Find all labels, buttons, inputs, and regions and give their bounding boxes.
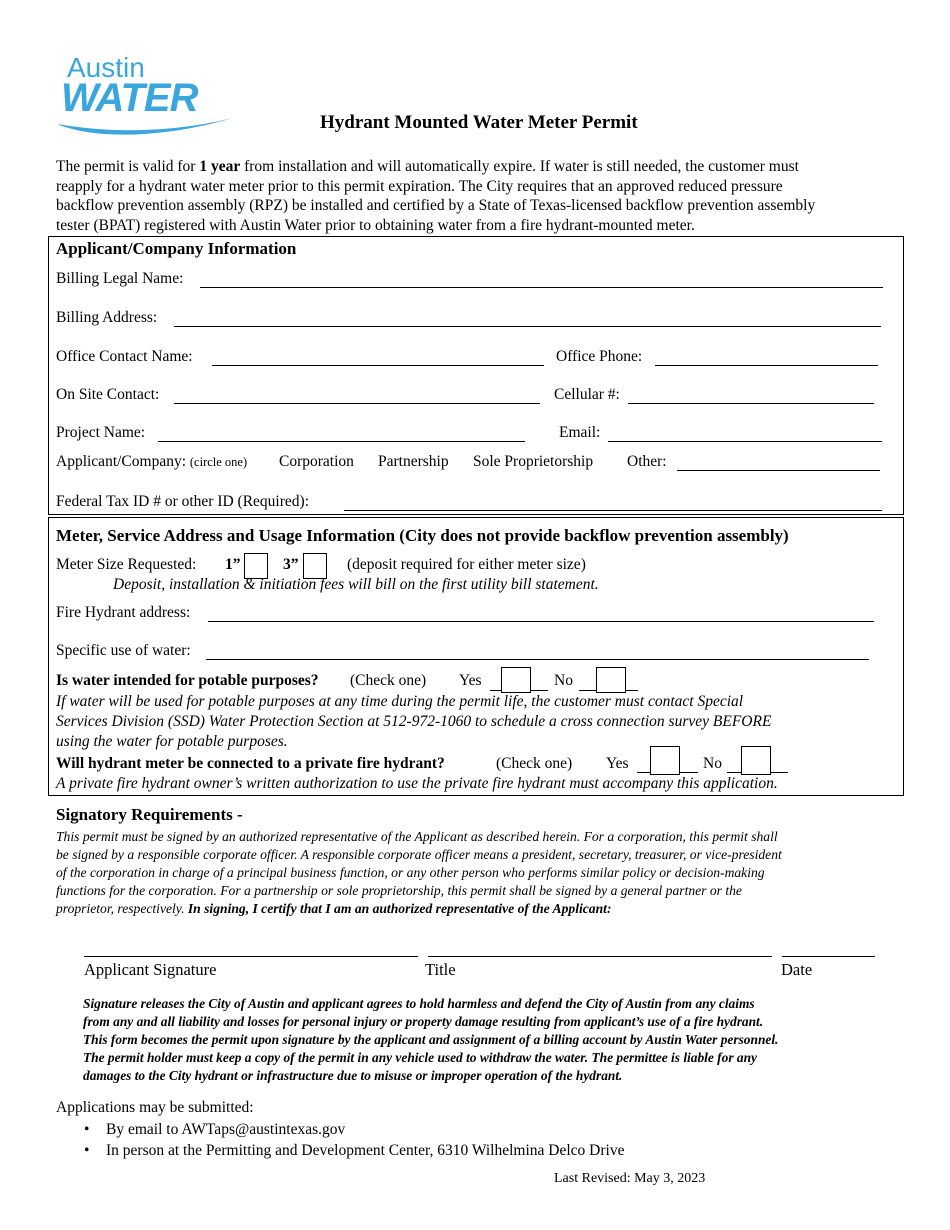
size-1-label: 1” — [225, 556, 241, 573]
signature-line[interactable] — [84, 956, 418, 957]
deposit-note: (deposit required for either meter size) — [347, 556, 586, 573]
signature-label: Applicant Signature — [84, 960, 217, 979]
hydrant-address-field[interactable] — [208, 621, 874, 622]
list-item: • In person at the Permitting and Development Center, 6310 Wilhelmina Delco Drive — [84, 1142, 625, 1159]
email-label: Email: — [559, 424, 601, 441]
private-yes-label: Yes — [606, 755, 629, 772]
billing-address-label: Billing Address: — [56, 309, 158, 326]
date-label: Date — [781, 960, 813, 979]
office-phone-field[interactable] — [655, 365, 878, 366]
submit-heading: Applications may be submitted: — [56, 1099, 254, 1116]
bullet-icon: • — [84, 1121, 90, 1138]
cellular-label: Cellular #: — [554, 386, 620, 403]
type-sole-proprietorship[interactable]: Sole Proprietorship — [473, 453, 594, 470]
tax-id-label: Federal Tax ID # or other ID (Required): — [56, 493, 310, 510]
list-item: • By email to AWTaps@austintexas.gov — [84, 1121, 346, 1138]
logo-swoosh-icon — [55, 110, 235, 136]
office-contact-field[interactable] — [212, 365, 544, 366]
company-type-label: Applicant/Company: — [56, 453, 187, 470]
cellular-field[interactable] — [628, 403, 874, 404]
bullet-icon: • — [84, 1142, 90, 1159]
potable-check-one: (Check one) — [350, 672, 427, 689]
office-phone-label: Office Phone: — [556, 348, 643, 365]
onsite-contact-label: On Site Contact: — [56, 386, 160, 403]
specific-use-field[interactable] — [206, 659, 869, 660]
other-field[interactable] — [677, 470, 880, 471]
circle-one-note: (circle one) — [189, 455, 248, 469]
private-no-label: No — [703, 755, 722, 772]
potable-yes-label: Yes — [459, 672, 482, 689]
page-title: Hydrant Mounted Water Meter Permit — [320, 112, 638, 133]
potable-no-checkbox[interactable] — [596, 667, 626, 693]
hydrant-address-label: Fire Hydrant address: — [56, 604, 191, 621]
potable-no-label: No — [554, 672, 573, 689]
date-line[interactable] — [782, 956, 875, 957]
potable-question: Is water intended for potable purposes? — [56, 672, 319, 689]
meter-heading: Meter, Service Address and Usage Information (City does not provide backflow prevention assembly) — [56, 526, 789, 545]
signatory-text: This permit must be signed by an authorized representative of the Applicant as described herein. For a corporation, this permit shall be signed by a responsible corporate officer. A responsible corporate officer means a president, secretary, treasurer, or vice-president of the corporation in charge of a principal business function, or any other person who performs similar policy or decision-making functions for the corporation. For a partnership or sole proprietorship, this permit shall be signed by a general partner or the proprietor, respectively. In signing, I certify that I am an authorized representative of the Applicant: — [56, 829, 782, 916]
type-other[interactable]: Other: — [627, 453, 667, 470]
submit-list — [84, 1119, 624, 1161]
billing-name-field[interactable] — [200, 287, 883, 288]
tax-id-field[interactable] — [344, 510, 882, 511]
applicant-heading: Applicant/Company Information — [56, 239, 297, 258]
potable-note: If water will be used for potable purposes at any time during the permit life, the customer must contact Special Services Division (SSD) Water Protection Section at 512-972-1060 to schedule a cross connection survey BEFORE using the water for potable purposes. — [56, 693, 772, 750]
signatory-heading: Signatory Requirements - — [56, 805, 243, 824]
email-field[interactable] — [608, 441, 882, 442]
last-revised: Last Revised: May 3, 2023 — [554, 1171, 706, 1186]
onsite-contact-field[interactable] — [174, 403, 540, 404]
title-label: Title — [425, 960, 456, 979]
private-check-one: (Check one) — [496, 755, 573, 772]
size-3-label: 3” — [283, 556, 299, 573]
logo-water-text: WATER — [61, 76, 198, 120]
project-name-field[interactable] — [158, 441, 525, 442]
project-name-label: Project Name: — [56, 424, 146, 441]
billing-name-label: Billing Legal Name: — [56, 270, 184, 287]
private-question: Will hydrant meter be connected to a private fire hydrant? — [56, 755, 445, 772]
intro-paragraph: The permit is valid for 1 year from installation and will automatically expire. If water is still needed, the customer must reapply for a hydrant water meter prior to this permit expiration. The City requires that an approved reduced pressure backflow prevention assembly (RPZ) be installed and certified by a State of Texas-licensed backflow prevention assembly tester (BPAT) registered with Austin Water prior to obtaining water from a fire hydrant-mounted meter. — [56, 158, 816, 234]
private-no-checkbox[interactable] — [741, 746, 771, 775]
austin-water-logo — [55, 52, 240, 137]
private-note: A private fire hydrant owner’s written authorization to use the private fire hydrant must accompany this application. — [56, 775, 778, 792]
title-line[interactable] — [428, 956, 772, 957]
fees-note: Deposit, installation & initiation fees will bill on the first utility bill statement. — [113, 576, 599, 593]
type-partnership[interactable]: Partnership — [378, 453, 449, 470]
potable-yes-checkbox[interactable] — [501, 667, 531, 693]
logo-austin-text: Austin — [67, 52, 145, 83]
private-yes-checkbox[interactable] — [650, 746, 680, 775]
meter-size-label: Meter Size Requested: — [56, 556, 197, 573]
specific-use-label: Specific use of water: — [56, 642, 191, 659]
company-type-row — [56, 453, 247, 471]
office-contact-label: Office Contact Name: — [56, 348, 193, 365]
release-text: Signature releases the City of Austin and applicant agrees to hold harmless and defend the City of Austin from any claims from any and all liability and losses for personal injury or property damage resulting from applicant’s use of a fire hydrant. This form becomes the permit upon signature by the applicant and assignment of a billing account by Austin Water personnel. The permit holder must keep a copy of the permit in any vehicle used to withdraw the water. The permittee is liable for any damages to the City hydrant or infrastructure due to misuse or improper operation of the hydrant. — [83, 996, 779, 1083]
type-corporation[interactable]: Corporation — [279, 453, 354, 470]
billing-address-field[interactable] — [174, 326, 881, 327]
